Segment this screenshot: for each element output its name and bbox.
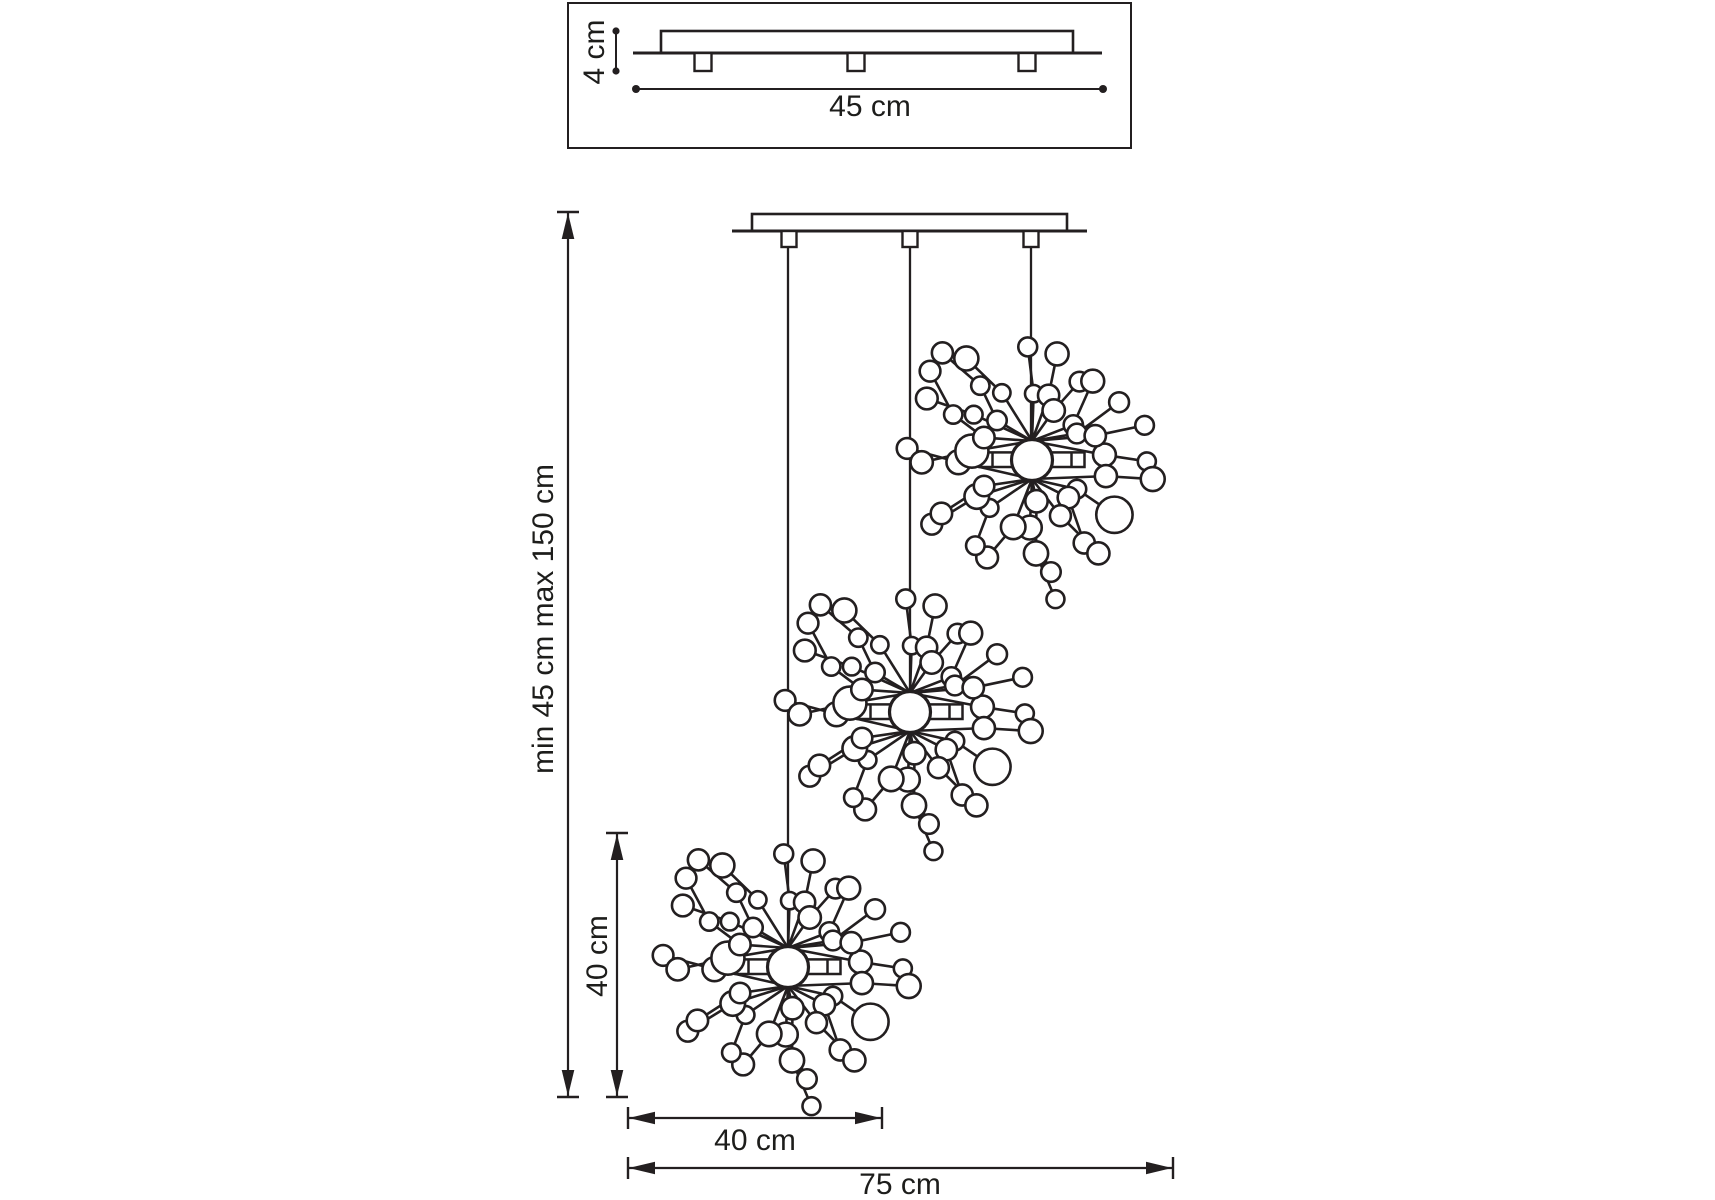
branch-node: [954, 346, 978, 370]
sputnik-cluster-middle: [775, 589, 1043, 860]
branch-node: [802, 849, 825, 872]
branch-node: [1050, 505, 1071, 526]
branch-node: [852, 1004, 888, 1040]
canopy-detail-view: [568, 3, 1131, 148]
fixture-elevation: [732, 214, 1087, 949]
sputnik-cluster-bottom: [653, 844, 921, 1115]
canopy-height-label: 4 cm: [578, 19, 611, 85]
branch-node: [971, 376, 989, 394]
branch-node: [798, 906, 820, 928]
branch-node: [810, 594, 831, 615]
mounting-stud: [848, 53, 865, 71]
dim-dot: [1099, 85, 1107, 93]
branch-node: [1087, 542, 1109, 564]
branch-node: [959, 622, 982, 645]
sputnik-cluster-top: [897, 337, 1165, 608]
mounting-stud: [903, 231, 918, 247]
branch-node: [727, 883, 745, 901]
branch-node: [973, 427, 994, 448]
branch-node: [1085, 425, 1106, 446]
branch-node: [729, 934, 750, 955]
branch-node: [774, 844, 793, 863]
branch-node: [871, 636, 888, 653]
branch-node: [1095, 465, 1117, 487]
branch-node: [822, 657, 840, 675]
dim-arrow: [855, 1112, 881, 1125]
branch-node: [932, 342, 953, 363]
branch-node: [902, 793, 926, 817]
branch-node: [851, 972, 873, 994]
branch-node: [928, 757, 949, 778]
branch-node: [879, 767, 904, 792]
dim-arrow: [611, 1070, 624, 1096]
dim-dot: [612, 67, 619, 74]
fixture-width-label: 75 cm: [859, 1168, 941, 1200]
branch-node: [700, 912, 718, 930]
branch-node: [797, 1069, 817, 1089]
branch-node: [916, 388, 938, 410]
branch-node: [676, 868, 697, 889]
suspension-range-dim: [557, 212, 579, 1097]
branch-node: [987, 644, 1007, 664]
branch-node: [1109, 392, 1129, 412]
branch-node: [966, 536, 985, 555]
canopy-plate: [752, 214, 1067, 231]
branch-node: [721, 913, 739, 931]
branch-node: [1135, 416, 1154, 435]
branch-node: [794, 640, 816, 662]
mounting-stud: [1019, 53, 1036, 71]
cluster-hub: [890, 692, 931, 733]
branch-node: [852, 728, 872, 748]
branch-node: [965, 794, 987, 816]
branch-node: [1024, 541, 1048, 565]
branch-node: [1013, 668, 1032, 687]
dim-arrow: [562, 213, 575, 239]
branch-node: [809, 755, 830, 776]
branch-node: [1041, 562, 1061, 582]
canopy-width-label: 45 cm: [829, 90, 911, 123]
branch-node: [1081, 370, 1104, 393]
dim-arrow: [611, 834, 624, 860]
branch-node: [837, 877, 860, 900]
branch-node: [781, 997, 803, 1019]
branch-node: [757, 1022, 782, 1047]
branch-node: [944, 405, 962, 423]
dim-dot: [612, 27, 619, 34]
branch-node: [832, 598, 856, 622]
branch-node: [896, 589, 915, 608]
branch-node: [749, 891, 766, 908]
branch-node: [688, 849, 709, 870]
branch-node: [891, 923, 910, 942]
branch-node: [743, 918, 762, 937]
branch-node: [849, 628, 867, 646]
branch-node: [806, 1012, 827, 1033]
cluster-hub: [768, 947, 809, 988]
branch-node: [924, 842, 942, 860]
branch-node: [911, 451, 933, 473]
mounting-stud: [782, 231, 797, 247]
branch-node: [851, 679, 872, 700]
branch-node: [965, 406, 983, 424]
branch-node: [841, 932, 862, 953]
mounting-stud: [1024, 231, 1039, 247]
suspension-range-label: min 45 cm max 150 cm: [527, 463, 560, 775]
branch-node: [844, 788, 863, 807]
branch-node: [993, 384, 1010, 401]
branch-node: [974, 749, 1010, 785]
branch-node: [1025, 490, 1047, 512]
branch-node: [963, 677, 984, 698]
branch-node: [1001, 515, 1026, 540]
cluster-hub: [1012, 440, 1053, 481]
dim-arrow: [1146, 1162, 1172, 1175]
dim-arrow: [629, 1162, 655, 1175]
mounting-stud: [695, 53, 712, 71]
branch-node: [865, 663, 884, 682]
branch-node: [1141, 467, 1165, 491]
branch-node: [843, 1049, 865, 1071]
branch-node: [672, 895, 694, 917]
branch-node: [667, 958, 689, 980]
branch-node: [903, 742, 925, 764]
branch-node: [1042, 399, 1064, 421]
dim-dot: [632, 85, 640, 93]
branch-node: [920, 651, 942, 673]
branch-node: [924, 594, 947, 617]
branch-node: [1018, 337, 1037, 356]
branch-node: [1019, 719, 1043, 743]
branch-node: [920, 361, 941, 382]
branch-node: [931, 503, 952, 524]
branch-node: [987, 411, 1006, 430]
branch-node: [780, 1048, 804, 1072]
branch-node: [802, 1097, 820, 1115]
dim-arrow: [629, 1112, 655, 1125]
branch-node: [1096, 497, 1132, 533]
cluster-width-label: 40 cm: [714, 1124, 796, 1157]
branch-node: [789, 703, 811, 725]
branch-node: [722, 1043, 741, 1062]
branch-node: [865, 899, 885, 919]
branch-node: [798, 613, 819, 634]
branch-node: [1046, 342, 1069, 365]
branch-node: [843, 658, 861, 676]
branch-node: [730, 983, 750, 1003]
branch-node: [687, 1010, 708, 1031]
dim-arrow: [562, 1070, 575, 1096]
branch-node: [974, 476, 994, 496]
cluster-height-label: 40 cm: [581, 915, 614, 997]
canopy-plate-side: [661, 31, 1073, 53]
detail-box: [568, 3, 1131, 148]
branch-node: [710, 853, 734, 877]
branch-node: [1046, 590, 1064, 608]
branch-node: [973, 717, 995, 739]
branch-node: [897, 974, 921, 998]
branch-node: [919, 814, 939, 834]
